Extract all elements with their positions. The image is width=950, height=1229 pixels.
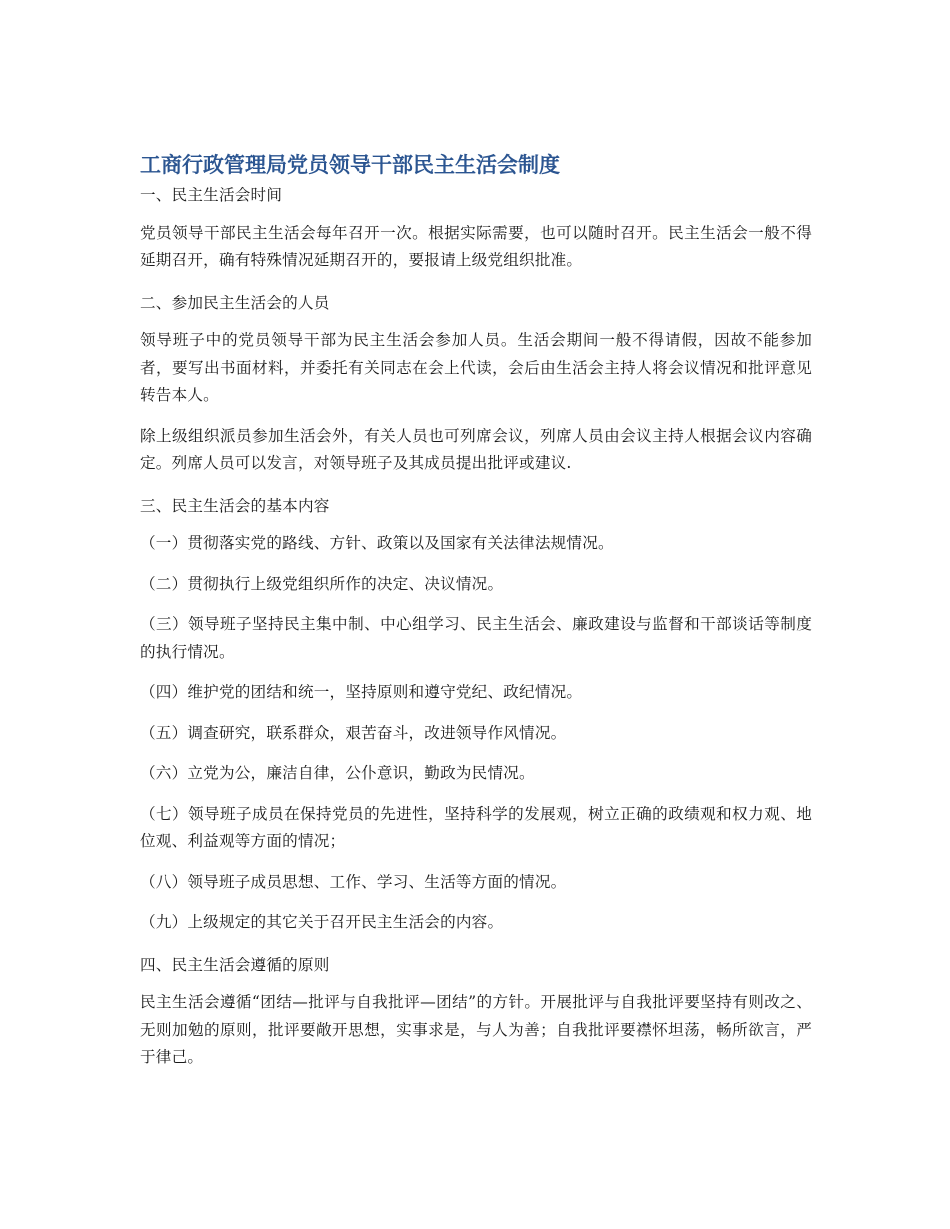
list-item: （四）维护党的团结和统一，坚持原则和遵守党纪、政纪情况。	[140, 683, 583, 701]
paragraph: 领导班子中的党员领导干部为民主生活会参加人员。生活会期间一般不得请假，因故不能参加者，要写出书面材料，并委托有关同志在会上代读，会后由生活会主持人将会议情况和批评意见转告本人。	[140, 331, 812, 404]
list-item: （三）领导班子坚持民主集中制、中心组学习、民主生活会、廉政建设与监督和干部谈话等制度的执行情况。	[140, 615, 812, 661]
paragraph: 民主生活会遵循“团结—批评与自我批评—团结”的方针。开展批评与自我批评要坚持有则改之、无则加勉的原则，批评要敞开思想，实事求是，与人为善；自我批评要襟怀坦荡，畅所欲言，严于律己。	[140, 993, 812, 1066]
section-heading-4: 四、民主生活会遵循的原则	[140, 955, 330, 974]
paragraph: 除上级组织派员参加生活会外，有关人员也可列席会议，列席人员由会议主持人根据会议内容确定。列席人员可以发言，对领导班子及其成员提出批评或建议.	[140, 426, 812, 472]
document-title: 工商行政管理局党员领导干部民主生活会制度	[140, 153, 560, 177]
paragraph: 党员领导干部民主生活会每年召开一次。根据实际需要，也可以随时召开。民主生活会一般不得延期召开，确有特殊情况延期召开的，要报请上级党组织批准。	[140, 223, 812, 269]
list-item: （一）贯彻落实党的路线、方针、政策以及国家有关法律法规情况。	[140, 534, 614, 552]
section-heading-3: 三、民主生活会的基本内容	[140, 496, 330, 515]
section-heading-2: 二、参加民主生活会的人员	[140, 293, 330, 312]
list-item: （六）立党为公，廉洁自律，公仆意识，勤政为民情况。	[140, 764, 535, 782]
list-item: （九）上级规定的其它关于召开民主生活会的内容。	[140, 913, 504, 931]
document-body	[140, 180, 812, 1085]
list-item: （八）领导班子成员思想、工作、学习、生活等方面的情况。	[140, 872, 567, 891]
section-heading-1: 一、民主生活会时间	[140, 186, 283, 204]
list-item: （五）调查研究，联系群众，艰苦奋斗，改进领导作风情况。	[140, 723, 567, 742]
list-item: （二）贯彻执行上级党组织所作的决定、决议情况。	[140, 574, 504, 593]
list-item: （七）领导班子成员在保持党员的先进性，坚持科学的发展观，树立正确的政绩观和权力观、地位观、利益观等方面的情况；	[140, 804, 812, 850]
